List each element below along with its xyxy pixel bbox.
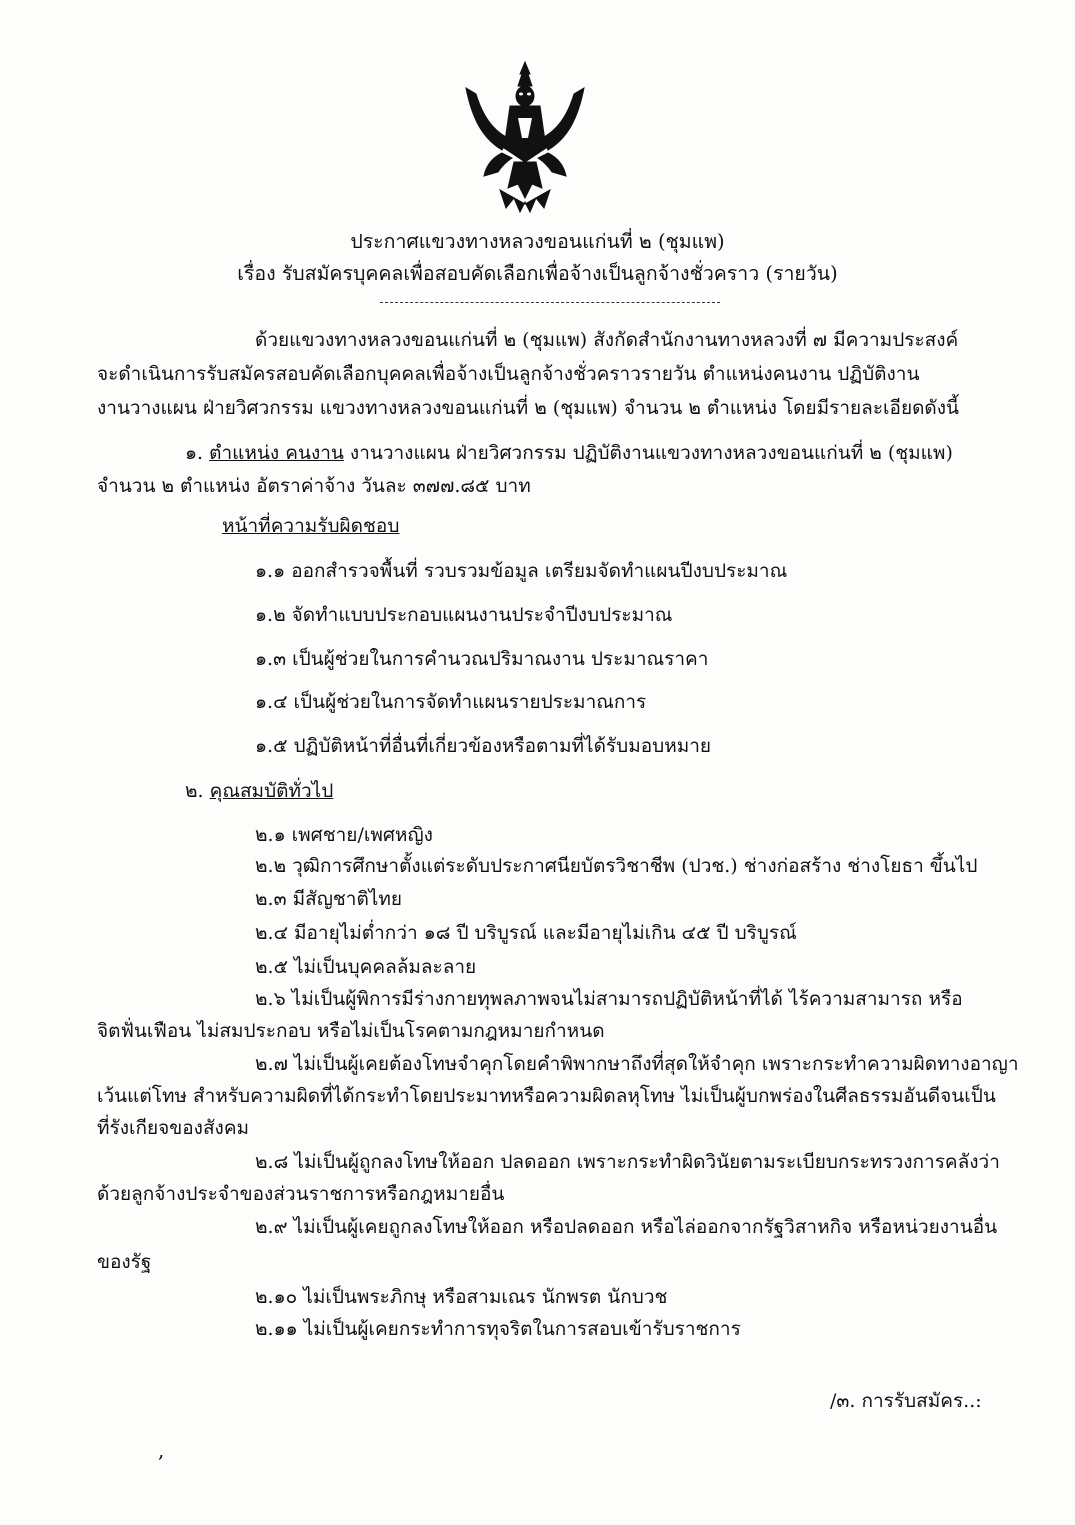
title-separator: [380, 302, 720, 303]
qualification-item: ๒.๕ ไม่เป็นบุคคลล้มละลาย: [255, 956, 477, 978]
qualification-item: ๒.๙ ไม่เป็นผู้เคยถูกลงโทษให้ออก หรือปลดออก หรือไล่ออกจากรัฐวิสาหกิจ หรือหน่วยงานอื่น: [255, 1216, 998, 1238]
section-1-number: ๑.: [185, 442, 204, 464]
section-1-line-1: [185, 441, 953, 465]
qualification-item-cont: ด้วยลูกจ้างประจำของส่วนราชการหรือกฎหมายอื่น: [97, 1183, 505, 1205]
document-subject: เรื่อง รับสมัครบุคคลเพื่อสอบคัดเลือกเพื่อจ้างเป็นลูกจ้างชั่วคราว (รายวัน): [237, 262, 838, 285]
qualification-item: ๒.๑๐ ไม่เป็นพระภิกษุ หรือสามเณร นักพรต นักบวช: [255, 1286, 668, 1308]
section-1-line-2: จำนวน ๒ ตำแหน่ง อัตราค่าจ้าง วันละ ๓๗๗.๘๕ บาท: [97, 475, 531, 497]
duty-item: ๑.๑ ออกสำรวจพื้นที่ รวบรวมข้อมูล เตรียมจัดทำแผนปีงบประมาณ: [255, 560, 788, 582]
qualification-item: ๒.๖ ไม่เป็นผู้พิการมีร่างกายทุพลภาพจนไม่สามารถปฏิบัติหน้าที่ได้ ไร้ความสามารถ หรือ: [255, 988, 963, 1010]
duties-heading: หน้าที่ความรับผิดชอบ: [222, 515, 400, 537]
intro-line-2: จะดำเนินการรับสมัครสอบคัดเลือกบุคคลเพื่อจ้างเป็นลูกจ้างชั่วคราวรายวัน ตำแหน่งคนงาน ปฏิบัติงาน: [97, 363, 920, 385]
section-2-heading: คุณสมบัติทั่วไป: [209, 780, 334, 802]
qualification-item-cont: ของรัฐ: [97, 1251, 152, 1273]
intro-line-1: ด้วยแขวงทางหลวงขอนแก่นที่ ๒ (ชุมแพ) สังกัดสำนักงานทางหลวงที่ ๗ มีความประสงค์: [255, 329, 959, 351]
section-2-number: ๒.: [185, 780, 204, 802]
qualification-item: ๒.๑ เพศชาย/เพศหญิง: [255, 824, 433, 846]
qualification-item: ๒.๘ ไม่เป็นผู้ถูกลงโทษให้ออก ปลดออก เพราะกระทำผิดวินัยตามระเบียบกระทรวงการคลังว่า: [255, 1151, 1000, 1173]
section-2-heading-line: [185, 779, 333, 803]
qualification-item-cont: ที่รังเกียจของสังคม: [97, 1117, 250, 1139]
intro-line-3: งานวางแผน ฝ่ายวิศวกรรม แขวงทางหลวงขอนแก่นที่ ๒ (ชุมแพ) จำนวน ๒ ตำแหน่ง โดยมีรายละเอียดดังนี้: [97, 397, 960, 419]
qualification-item: ๒.๔ มีอายุไม่ต่ำกว่า ๑๘ ปี บริบูรณ์ และมีอายุไม่เกิน ๔๕ ปี บริบูรณ์: [255, 922, 797, 944]
continued-marker: /๓. การรับสมัคร..:: [830, 1390, 982, 1412]
pen-mark: ,: [158, 1438, 165, 1462]
qualification-item: ๒.๑๑ ไม่เป็นผู้เคยกระทำการทุจริตในการสอบเข้ารับราชการ: [255, 1318, 741, 1340]
section-1-heading: ตำแหน่ง คนงาน: [209, 442, 344, 464]
qualification-item-cont: เว้นแต่โทษ สำหรับความผิดที่ได้กระทำโดยประมาทหรือความผิดลหุโทษ ไม่เป็นผู้บกพร่องในศีลธรรมอันดีจนเป็น: [97, 1085, 996, 1107]
section-1-rest: งานวางแผน ฝ่ายวิศวกรรม ปฏิบัติงานแขวงทางหลวงขอนแก่นที่ ๒ (ชุมแพ): [343, 442, 953, 464]
document-title: ประกาศแขวงทางหลวงขอนแก่นที่ ๒ (ชุมแพ): [350, 230, 725, 253]
garuda-emblem-icon: [462, 58, 588, 218]
qualification-item: ๒.๒ วุฒิการศึกษาตั้งแต่ระดับประกาศนียบัตรวิชาชีพ (ปวช.) ช่างก่อสร้าง ช่างโยธา ขึ้นไป: [255, 855, 978, 877]
duty-item: ๑.๓ เป็นผู้ช่วยในการคำนวณปริมาณงาน ประมาณราคา: [255, 648, 709, 670]
qualification-item: ๒.๓ มีสัญชาติไทย: [255, 888, 403, 910]
duty-item: ๑.๕ ปฏิบัติหน้าที่อื่นที่เกี่ยวข้องหรือตามที่ได้รับมอบหมาย: [255, 735, 712, 757]
qualification-item: ๒.๗ ไม่เป็นผู้เคยต้องโทษจำคุกโดยคำพิพากษาถึงที่สุดให้จำคุก เพราะกระทำความผิดทางอาญา: [255, 1053, 1019, 1075]
duty-item: ๑.๒ จัดทำแบบประกอบแผนงานประจำปีงบประมาณ: [255, 604, 673, 626]
duty-item: ๑.๔ เป็นผู้ช่วยในการจัดทำแผนรายประมาณการ: [255, 691, 647, 713]
qualification-item-cont: จิตฟั่นเฟือน ไม่สมประกอบ หรือไม่เป็นโรคตามกฎหมายกำหนด: [97, 1020, 605, 1042]
